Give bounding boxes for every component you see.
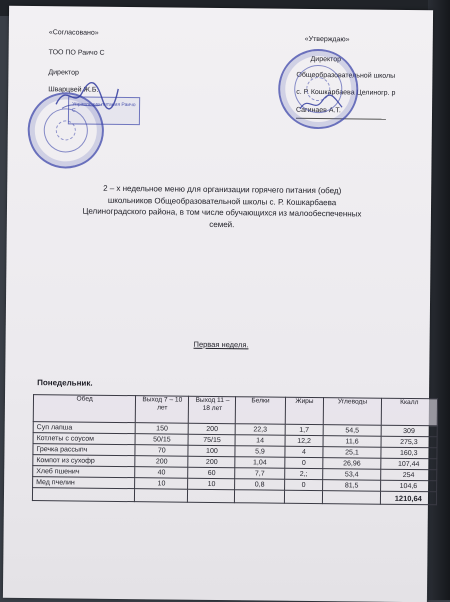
cell: 0,8 bbox=[235, 479, 284, 491]
cell: Гречка рассыпч bbox=[33, 444, 135, 456]
approval-left-name: Шварцвей Ж.Б. bbox=[48, 86, 99, 94]
cell: 70 bbox=[135, 445, 188, 457]
cell: 150 bbox=[135, 423, 188, 435]
cell bbox=[323, 491, 380, 505]
left-rect-stamp-text: Управление питания Раичо С bbox=[71, 101, 136, 114]
cell: 160,3 bbox=[381, 447, 437, 459]
cell: 100 bbox=[188, 445, 235, 456]
cell: 104,6 bbox=[380, 480, 436, 492]
approval-right-place: с. Р. Кошкарбаева Целиногр. р bbox=[296, 88, 396, 97]
right-signature bbox=[295, 93, 344, 115]
cell bbox=[284, 490, 323, 503]
cell: 7,7 bbox=[235, 468, 284, 480]
cell bbox=[32, 488, 134, 502]
cell: 107,44 bbox=[380, 458, 436, 470]
left-signature bbox=[52, 78, 122, 115]
approval-left-org: ТОО ПО Раичо С bbox=[48, 49, 105, 57]
cell: 10 bbox=[188, 478, 235, 489]
cell: 11,6 bbox=[323, 436, 380, 448]
cell: 0 bbox=[284, 479, 323, 490]
cell: 309 bbox=[381, 425, 437, 437]
title-line: школьников Общеобразовательной школы с. Р. Кошкарбаева bbox=[107, 195, 337, 207]
approval-left-heading: «Согласовано» bbox=[48, 29, 99, 37]
cell: 25,1 bbox=[323, 447, 380, 459]
right-round-seal bbox=[272, 42, 365, 135]
cell: 254 bbox=[380, 469, 436, 481]
cell: 10 bbox=[135, 478, 188, 490]
cell: 1,04 bbox=[235, 457, 284, 469]
total-kcal: 1210,64 bbox=[380, 491, 436, 505]
title-line: Целиноградского района, в том числе обучающихся из малообеспеченных bbox=[82, 206, 362, 219]
col-protein: Белки bbox=[236, 397, 285, 425]
document-sheet bbox=[3, 6, 433, 602]
cell bbox=[135, 489, 188, 503]
approval-right-heading: «Утверждаю» bbox=[304, 35, 350, 44]
cell: 75/15 bbox=[188, 434, 235, 445]
cell: Компот из сухофр bbox=[33, 455, 135, 467]
document-title bbox=[47, 182, 397, 232]
title-line: семей. bbox=[209, 219, 235, 229]
cell: 200 bbox=[188, 456, 235, 467]
cell: Хлеб пшенич bbox=[33, 466, 135, 478]
approval-left-role: Директор bbox=[48, 69, 79, 77]
col-out-large: Выход 11 – 18 лет bbox=[189, 396, 236, 423]
col-kcal: Ккалл bbox=[381, 398, 438, 426]
cell: 5,9 bbox=[235, 446, 284, 458]
title-line: 2 – х недельное меню для организации горячего питания (обед) bbox=[103, 183, 342, 196]
cell: 22,3 bbox=[236, 424, 285, 436]
table-header-row bbox=[33, 395, 437, 426]
cell: 40 bbox=[135, 467, 188, 479]
cell: 14 bbox=[236, 435, 285, 447]
cell: 200 bbox=[135, 456, 188, 468]
col-out-small: Выход 7 – 10 лет bbox=[136, 396, 189, 424]
cell: Суп лапша bbox=[33, 422, 135, 434]
cell bbox=[188, 489, 235, 502]
cell: 1,7 bbox=[285, 424, 324, 435]
col-dish: Обед bbox=[33, 395, 136, 423]
cell: 50/15 bbox=[135, 434, 188, 446]
day-label: Понедельник. bbox=[37, 378, 93, 388]
cell: Котлеты с соусом bbox=[33, 433, 135, 445]
cell: 60 bbox=[188, 467, 235, 478]
approval-right-school: Общеобразовательной школы bbox=[296, 71, 396, 80]
cell: 12,2 bbox=[285, 435, 324, 446]
cell: 53,4 bbox=[323, 469, 380, 481]
cell: 81,5 bbox=[323, 480, 380, 492]
menu-table bbox=[32, 394, 438, 505]
col-fat: Жиры bbox=[285, 397, 324, 424]
cell: Мед пчелин bbox=[33, 477, 135, 489]
approval-right-role: Директор bbox=[310, 55, 342, 64]
col-carbs: Углеводы bbox=[324, 398, 382, 426]
cell: 200 bbox=[189, 423, 236, 434]
approval-right-name: Сагинаев А.Т. bbox=[295, 106, 341, 115]
cell: 54,5 bbox=[324, 425, 381, 437]
cell: 0 bbox=[284, 457, 323, 468]
week-label: Первая неделя. bbox=[193, 339, 249, 350]
cell: 275,3 bbox=[381, 436, 437, 448]
cell: 26,96 bbox=[323, 458, 380, 470]
cell: 2,; bbox=[284, 468, 323, 479]
cell bbox=[235, 490, 284, 504]
cell: 4 bbox=[284, 446, 323, 457]
